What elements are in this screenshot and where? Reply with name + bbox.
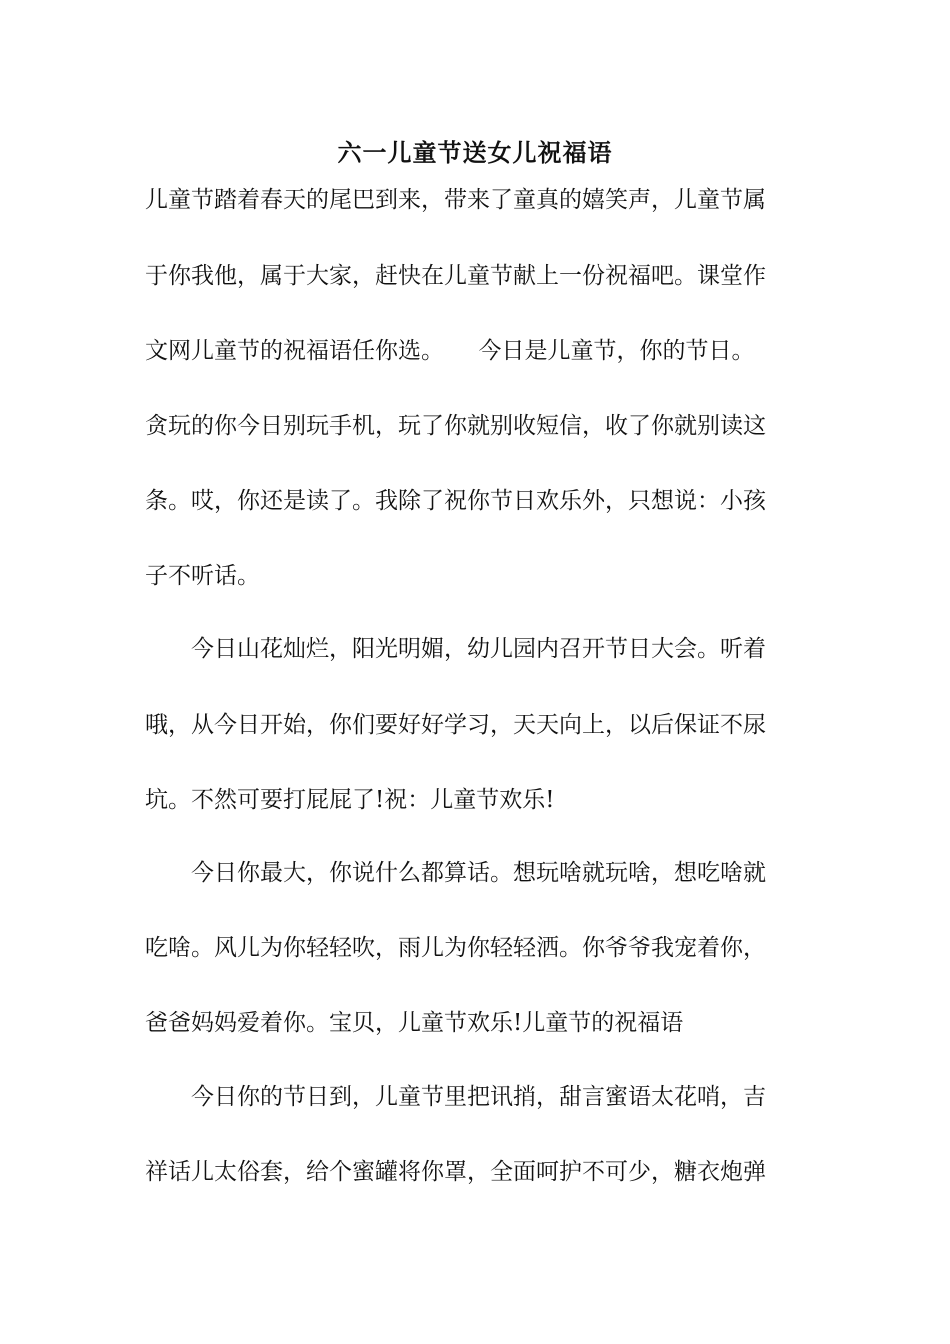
body-line: 儿童节踏着春天的尾巴到来，带来了童真的嬉笑声，儿童节属 <box>145 187 766 213</box>
body-line: 今日你的节日到，儿童节里把讯捎，甜言蜜语太花哨，吉 <box>145 1084 766 1110</box>
body-line: 今日山花灿烂，阳光明媚，幼儿园内召开节日大会。听着 <box>145 636 766 662</box>
body-line: 今日你最大，你说什么都算话。想玩啥就玩啥，想吃啥就 <box>145 860 766 886</box>
body-line: 吃啥。风儿为你轻轻吹，雨儿为你轻轻洒。你爷爷我宠着你， <box>145 935 766 961</box>
document-title: 六一儿童节送女儿祝福语 <box>337 138 613 167</box>
body-line: 爸爸妈妈爱着你。宝贝，儿童节欢乐!儿童节的祝福语 <box>145 1010 684 1036</box>
body-line: 条。哎，你还是读了。我除了祝你节日欢乐外，只想说：小孩 <box>145 488 766 514</box>
body-line: 文网儿童节的祝福语任你选。 今日是儿童节，你的节日。 <box>145 338 755 364</box>
body-line: 于你我他，属于大家，赶快在儿童节献上一份祝福吧。课堂作 <box>145 263 766 289</box>
body-line: 子不听话。 <box>145 563 260 589</box>
body-line: 哦，从今日开始，你们要好好学习，天天向上，以后保证不尿 <box>145 712 766 738</box>
body-line: 贪玩的你今日别玩手机，玩了你就别收短信，收了你就别读这 <box>145 413 766 439</box>
body-line: 坑。不然可要打屁屁了!祝：儿童节欢乐! <box>145 787 555 813</box>
body-line: 祥话儿太俗套，给个蜜罐将你罩，全面呵护不可少，糖衣炮弹 <box>145 1159 766 1185</box>
